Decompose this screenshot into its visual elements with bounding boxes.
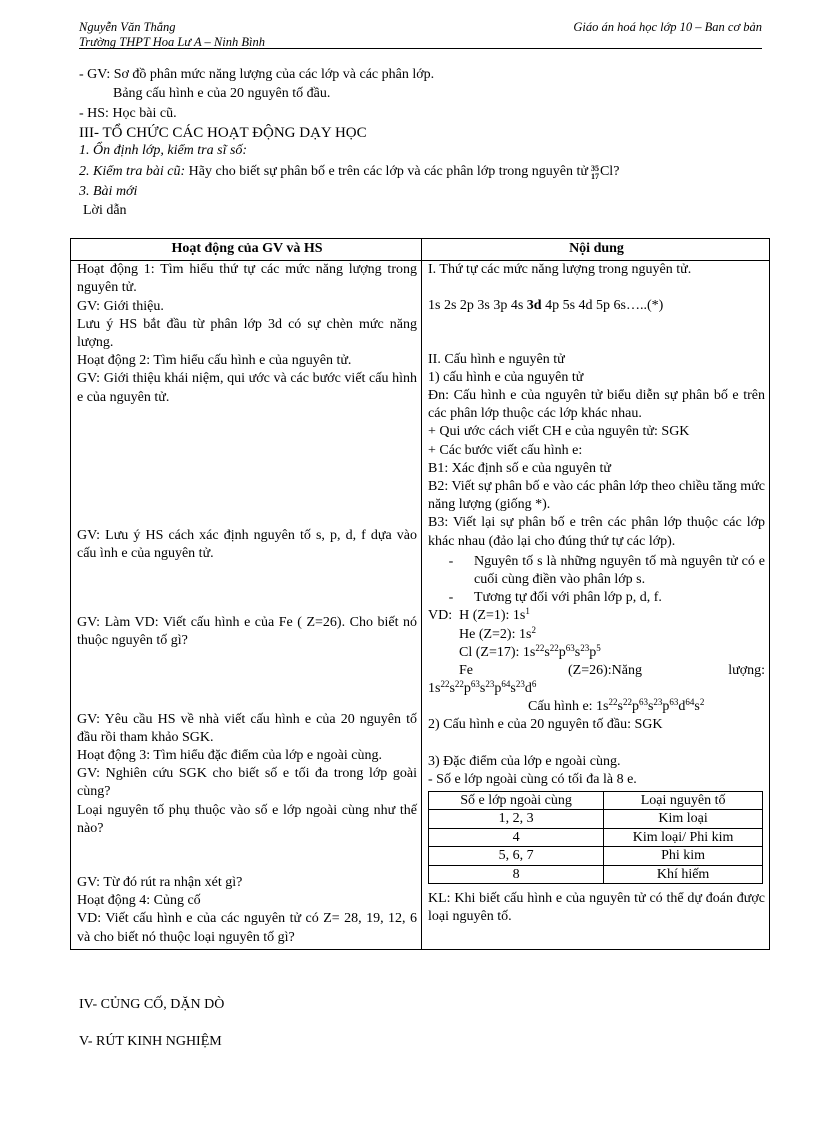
section-2-title: II. Cấu hình e nguyên tử xyxy=(428,351,565,367)
activities-column xyxy=(71,261,422,950)
gv-materials-line1: - GV: Sơ đồ phân mức năng lượng của các lớp và các phân lớp. xyxy=(79,67,435,82)
writing-steps: + Các bước viết cấu hình e: xyxy=(428,442,583,458)
table-row: 8 Khí hiếm xyxy=(429,865,763,883)
he-config: $1s^2$ xyxy=(515,624,536,642)
outer-shell-table xyxy=(428,791,763,884)
example-h: VD: H (Z=1): $1s^1$ xyxy=(428,606,530,624)
cl-config: $1s^{22}s^{22}p^{63}s^{23}p^5$ xyxy=(519,642,601,660)
gv-introduction: GV: Giới thiệu. xyxy=(77,298,164,314)
col-header-content: Nội dung xyxy=(422,239,770,261)
subject-title: Giáo án hoá học lớp 10 – Ban cơ bản xyxy=(573,20,762,34)
school-name: Trường THPT Hoa Lư A – Ninh Bình xyxy=(79,35,265,49)
activity-2-title: Hoạt động 2: Tìm hiểu cấu hình e của nguyên tử. xyxy=(77,353,352,369)
table-row: 5, 6, 7 Phi kim xyxy=(429,847,763,865)
gv-sgk-question: GV: Nghiên cứu SGK cho biết số e tối đa trong lớp goài cùng? xyxy=(77,766,417,800)
gv-concept-intro: GV: Giới thiệu khái niệm, qui ước và các bước viết cấu hình e của nguyên tử. xyxy=(77,371,417,405)
max-outer-electrons: - Số e lớp ngoài cùng có tối đa là 8 e. xyxy=(428,771,637,787)
bullet-pdf-element: - Tương tự đối với phân lớp p, d, f. xyxy=(428,589,765,607)
gv-fe-example: GV: Làm VD: Viết cấu hình e của Fe ( Z=26). Cho biết nó thuộc nguyên tố gì? xyxy=(77,615,417,649)
lesson-activity-table xyxy=(70,238,770,950)
col-header-activities: Hoạt động của GV và HS xyxy=(71,239,422,261)
gv-homework: GV: Yêu cầu HS về nhà viết cấu hình e của 20 nguyên tố đầu rồi tham khảo SGK. xyxy=(77,711,417,745)
nuclide-notation xyxy=(591,165,599,181)
preparation-section xyxy=(79,66,769,220)
author-name: Nguyễn Văn Thắng xyxy=(79,20,176,34)
subsection-2-title: 2) Cấu hình e của 20 nguyên tố đầu: SGK xyxy=(428,717,663,733)
activity-3-title: Hoạt động 3: Tìm hiểu đặc điểm của lớp e ngoài cùng. xyxy=(77,748,382,764)
example-he: He (Z=2): $1s^2$ xyxy=(459,624,536,642)
energy-order xyxy=(428,297,765,315)
table-row: 1, 2, 3 Kim loại xyxy=(429,810,763,828)
element-type-question: Loại nguyên tố phụ thuộc vào số e lớp ngoài cùng như thế nào? xyxy=(77,802,417,836)
writing-convention: + Qui ước cách viết CH e của nguyên tử: SGK xyxy=(428,424,690,440)
final-example: VD: Viết cấu hình e của các nguyên tử có Z= 28, 19, 12, 6 và cho biết nó thuộc loại nguyên tố gì? xyxy=(77,911,417,945)
gv-spdf-note: GV: Lưu ý HS cách xác định nguyên tố s, p, d, f dựa vào cấu ình e của nguyên tử. xyxy=(77,527,417,562)
atomic-number: 17 xyxy=(590,171,599,181)
example-label: VD: xyxy=(428,608,453,624)
h-config: $1s^1$ xyxy=(509,606,530,624)
outer-table-header-type: Loại nguyên tố xyxy=(604,792,763,810)
table-row: 4 Kim loại/ Phi kim xyxy=(429,828,763,846)
dash-marker: - xyxy=(448,590,454,606)
step-b2: B2: Viết sự phân bố e vào các phân lớp theo chiều tăng mức năng lượng (giống *). xyxy=(428,479,765,513)
bullet-s-element: - Nguyên tố s là những nguyên tố mà nguyên tử có e cuối cùng điền vào phân lớp s. xyxy=(428,553,765,589)
gv-materials-line2: Bảng cấu hình e của 20 nguyên tố đầu. xyxy=(113,85,331,101)
step-b1: B1: Xác định số e của nguyên tử xyxy=(428,460,611,476)
fe-structure-config: Cấu hình e: $1s^{22}s^{22}p^{63}s^{23}p^{63}d^{64}s^2$ xyxy=(528,697,705,715)
section-4-heading: IV- CỦNG CỐ, DẶN DÒ xyxy=(79,997,225,1012)
fe-energy-config: $1s^{22}s^{22}p^{63}s^{23}p^{64}s^{23}d^6$ xyxy=(428,679,537,697)
item-3-new-lesson: 3. Bài mới xyxy=(79,184,138,199)
intro-text: Lời dẫn xyxy=(83,202,127,218)
activity-1-title: Hoạt động 1: Tìm hiểu thứ tự các mức năng lượng trong nguyên tử. xyxy=(77,262,417,296)
outer-table-header-count: Số e lớp ngoài cùng xyxy=(429,792,604,810)
step-b3: B3: Viết lại sự phân bố e trên các phân lớp thuộc các lớp khác nhau (đảo lại cho đúng thứ tự các lớp). xyxy=(428,515,765,549)
section-1-title: I. Thứ tự các mức năng lượng trong nguyên tử. xyxy=(428,262,692,278)
subsection-3-title: 3) Đặc điểm của lớp e ngoài cùng. xyxy=(428,753,621,769)
gv-conclusion-question: GV: Từ đó rút ra nhận xét gì? xyxy=(77,875,243,891)
element-symbol: Cl? xyxy=(599,163,620,179)
subsection-1-title: 1) cấu hình e của nguyên tử xyxy=(428,369,584,385)
section-3-heading: III- TỔ CHỨC CÁC HOẠT ĐỘNG DẠY HỌC xyxy=(79,124,367,141)
content-column xyxy=(422,261,770,950)
example-fe: Fe (Z=26):Năng lượng: xyxy=(459,663,765,679)
section-5-heading: V- RÚT KINH NGHIỆM xyxy=(79,1034,222,1049)
energy-order-3d: 3d xyxy=(526,298,542,314)
item-2-question: Hãy cho biết sự phân bố e trên các lớp và các phân lớp trong nguyên tử xyxy=(185,163,588,179)
header-divider xyxy=(79,48,762,49)
hs-preparation: - HS: Học bài cũ. xyxy=(79,106,177,121)
mass-number: 35 xyxy=(590,163,599,173)
conclusion-kl: KL: Khi biết cấu hình e của nguyên tử có thể dự đoán được loại nguyên tố. xyxy=(428,891,765,925)
item-2-review xyxy=(79,163,769,182)
item-1-class-check: 1. Ổn định lớp, kiểm tra sĩ số: xyxy=(79,143,248,158)
activity-4-title: Hoạt động 4: Củng cố xyxy=(77,893,201,909)
note-3d-sublevel: Lưu ý HS bắt đầu từ phân lớp 3d có sự chèn mức năng lượng. xyxy=(77,316,417,351)
dash-marker: - xyxy=(448,553,454,569)
energy-order-part1: 1s 2s 2p 3s 3p 4s xyxy=(428,298,527,314)
energy-order-part2: 4p 5s 4d 5p 6s…..(*) xyxy=(541,298,664,314)
item-2-label: 2. Kiểm tra bài cũ: xyxy=(79,163,186,179)
config-definition: Đn: Cấu hình e của nguyên tử biểu diễn sự phân bố e trên các phân lớp thuộc các lớp khác nhau. xyxy=(428,388,765,422)
example-cl: Cl (Z=17): $1s^{22}s^{22}p^{63}s^{23}p^5$ xyxy=(459,642,601,660)
